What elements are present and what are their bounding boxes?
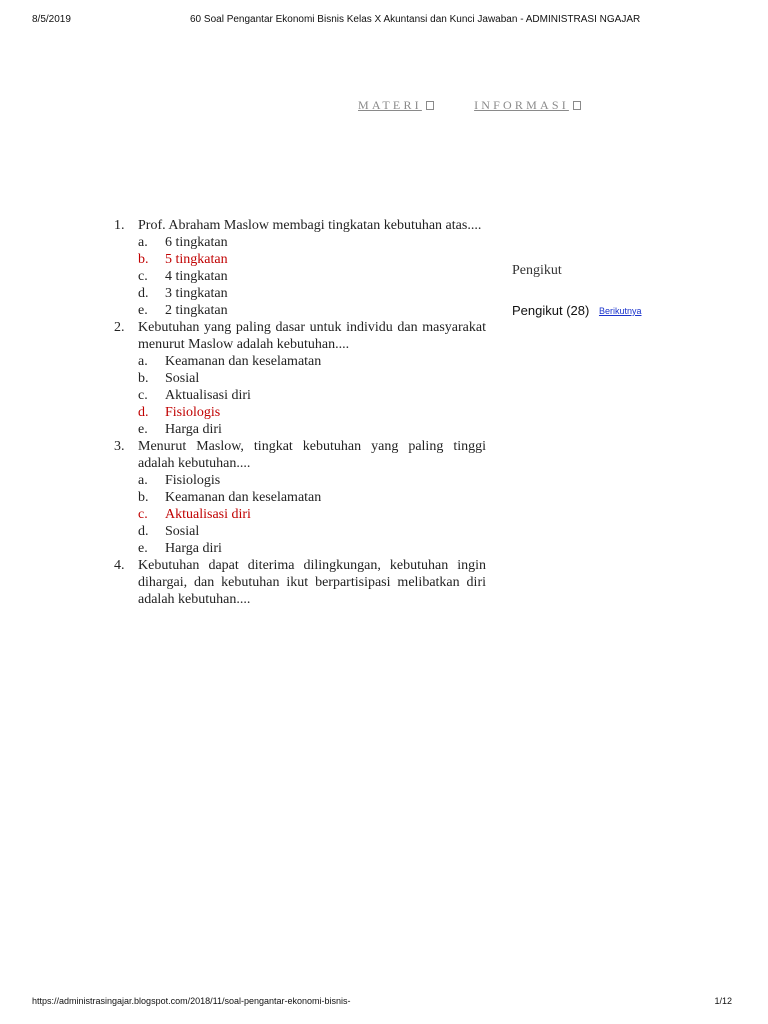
question-text: Kebutuhan dapat diterima dilingkungan, kebutuhan ingin dihargai, dan kebutuhan ikut berpartisipasi melibatkan diri adalah kebutuhan.... <box>138 558 486 607</box>
question-number: 2. <box>114 320 125 335</box>
option-text: 2 tingkatan <box>165 303 228 318</box>
nav-materi-label: MATERI <box>358 98 422 112</box>
question-item <box>114 557 486 608</box>
answer-option <box>138 387 486 404</box>
question-list <box>114 217 486 608</box>
option-text: 5 tingkatan <box>165 252 228 267</box>
option-letter: c. <box>138 269 148 284</box>
option-letter: e. <box>138 541 148 556</box>
question-item <box>114 319 486 438</box>
option-letter: b. <box>138 490 149 505</box>
question-number: 3. <box>114 439 125 454</box>
option-text: Aktualisasi diri <box>165 507 251 522</box>
question-item <box>114 438 486 557</box>
print-url: https://administrasingajar.blogspot.com/2018/11/soal-pengantar-ekonomi-bisnis- <box>32 996 351 1006</box>
followers-next-link[interactable]: Berikutnya <box>598 306 642 316</box>
option-text: Keamanan dan keselamatan <box>165 490 322 505</box>
answer-option <box>138 472 486 489</box>
option-letter: a. <box>138 354 148 369</box>
sidebar-followers-heading: Pengikut <box>512 263 562 278</box>
answer-option <box>138 234 486 251</box>
question-item <box>114 217 486 319</box>
answer-option <box>138 489 486 506</box>
option-text: Sosial <box>165 371 200 386</box>
nav-menu-informasi[interactable] <box>474 98 581 112</box>
print-date: 8/5/2019 <box>32 14 71 25</box>
option-letter: c. <box>138 388 148 403</box>
nav-menu-materi[interactable] <box>358 98 434 112</box>
print-footer <box>0 996 768 1010</box>
answer-option-correct <box>138 251 486 268</box>
answer-option <box>138 285 486 302</box>
option-text: Aktualisasi diri <box>165 388 251 403</box>
followers-label: Pengikut <box>512 303 563 318</box>
answer-option <box>138 302 486 319</box>
option-text: Fisiologis <box>165 405 221 420</box>
question-text: Kebutuhan yang paling dasar untuk individu dan masyarakat menurut Maslow adalah kebutuhan.... <box>138 320 486 352</box>
answer-option <box>138 353 486 370</box>
option-letter: c. <box>138 507 148 522</box>
answer-option-correct <box>138 404 486 421</box>
answer-option-correct <box>138 506 486 523</box>
answer-option <box>138 370 486 387</box>
question-number: 1. <box>114 218 125 233</box>
option-letter: b. <box>138 371 149 386</box>
answer-option <box>138 540 486 557</box>
option-text: Harga diri <box>165 541 222 556</box>
option-letter: d. <box>138 524 149 539</box>
option-text: Harga diri <box>165 422 222 437</box>
question-text: Prof. Abraham Maslow membagi tingkatan kebutuhan atas.... <box>138 218 482 233</box>
answer-option <box>138 523 486 540</box>
option-letter: d. <box>138 405 149 420</box>
top-nav <box>358 98 581 113</box>
dropdown-box-icon <box>573 101 581 110</box>
page-number: 1/12 <box>714 996 732 1006</box>
option-text: Keamanan dan keselamatan <box>165 354 322 369</box>
nav-informasi-label: INFORMASI <box>474 98 569 112</box>
option-letter: e. <box>138 422 148 437</box>
option-text: 4 tingkatan <box>165 269 228 284</box>
option-text: Fisiologis <box>165 473 221 488</box>
followers-count: (28) <box>566 303 590 318</box>
option-text: Sosial <box>165 524 200 539</box>
option-text: 6 tingkatan <box>165 235 228 250</box>
option-letter: e. <box>138 303 148 318</box>
question-text: Menurut Maslow, tingkat kebutuhan yang paling tinggi adalah kebutuhan.... <box>138 439 486 471</box>
followers-widget <box>512 303 642 318</box>
option-text: 3 tingkatan <box>165 286 228 301</box>
option-letter: a. <box>138 235 148 250</box>
answer-option <box>138 268 486 285</box>
question-number: 4. <box>114 558 125 573</box>
dropdown-box-icon <box>426 101 434 110</box>
print-header <box>0 14 768 30</box>
print-page-title: 60 Soal Pengantar Ekonomi Bisnis Kelas X Akuntansi dan Kunci Jawaban - ADMINISTRASI NGAJAR <box>190 14 641 25</box>
option-letter: a. <box>138 473 148 488</box>
option-letter: d. <box>138 286 149 301</box>
answer-option <box>138 421 486 438</box>
option-letter: b. <box>138 252 149 267</box>
